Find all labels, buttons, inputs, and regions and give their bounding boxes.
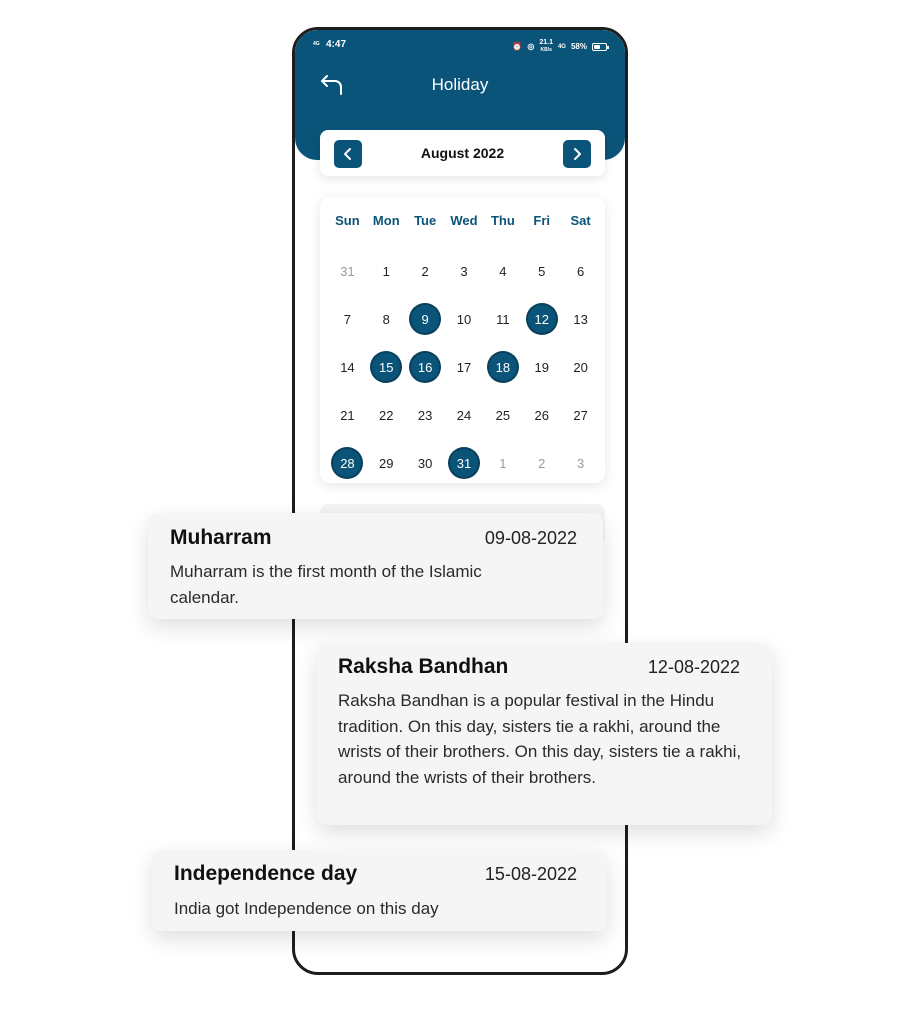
calendar-day-holiday[interactable] <box>483 343 522 391</box>
calendar-day[interactable] <box>483 247 522 295</box>
calendar-day[interactable] <box>483 391 522 439</box>
calendar-day-number: 22 <box>379 407 394 423</box>
calendar-day-number: 4 <box>499 263 507 279</box>
calendar-day[interactable] <box>328 295 367 343</box>
month-label: August 2022 <box>420 145 505 161</box>
calendar-card <box>320 197 605 483</box>
calendar-day-number: 6 <box>576 263 585 279</box>
calendar-day[interactable] <box>367 247 406 295</box>
calendar-day[interactable] <box>561 391 600 439</box>
calendar-day[interactable] <box>367 439 406 487</box>
calendar-day-number: 23 <box>417 407 433 423</box>
week-row <box>328 295 600 343</box>
calendar-day-number: 9 <box>411 305 439 333</box>
calendar-day[interactable] <box>367 391 406 439</box>
calendar-day-number: 2 <box>421 263 429 279</box>
calendar-grid <box>328 247 600 487</box>
status-time: 4:47 <box>326 39 347 50</box>
calendar-day-number: 12 <box>528 305 556 333</box>
calendar-day-outside-month[interactable] <box>522 439 561 487</box>
calendar-day-number: 16 <box>411 353 439 381</box>
calendar-day-number: 21 <box>340 407 355 423</box>
calendar-day-number: 11 <box>496 311 510 327</box>
holiday-card-raksha-bandhan[interactable] <box>317 643 772 825</box>
week-row <box>328 343 600 391</box>
phone-frame <box>292 27 628 975</box>
week-row <box>328 247 600 295</box>
calendar-day[interactable] <box>522 343 561 391</box>
holiday-card-independence-day[interactable] <box>152 850 607 931</box>
weekday-label: Sat <box>570 213 591 228</box>
calendar-day-number: 3 <box>576 455 585 471</box>
battery-percent: 58% <box>570 42 587 51</box>
calendar-day[interactable] <box>328 391 367 439</box>
weekday-label: Thu <box>490 213 515 228</box>
calendar-day-number: 26 <box>534 407 549 423</box>
data-speed <box>539 39 553 54</box>
calendar-day[interactable] <box>406 247 445 295</box>
next-month-button[interactable] <box>563 140 591 168</box>
calendar-day-number: 15 <box>372 353 400 381</box>
calendar-day[interactable] <box>522 391 561 439</box>
calendar-day-number: 31 <box>450 449 478 477</box>
weekday-header <box>328 213 600 228</box>
chevron-right-icon <box>570 147 584 161</box>
data-speed-value: 21.1 <box>539 39 553 46</box>
status-left <box>313 39 346 50</box>
network-indicator-right: 4G <box>557 43 566 50</box>
calendar-day-number: 18 <box>489 353 517 381</box>
calendar-day-number: 29 <box>379 455 394 471</box>
calendar-day-number: 17 <box>456 359 472 375</box>
calendar-day-outside-month[interactable] <box>328 247 367 295</box>
calendar-day-number: 8 <box>382 311 390 327</box>
calendar-day-number: 5 <box>538 263 546 279</box>
calendar-day-holiday[interactable] <box>522 295 561 343</box>
calendar-day[interactable] <box>406 439 445 487</box>
data-speed-unit: KB/s <box>540 47 552 53</box>
holiday-description: Raksha Bandhan is a popular festival in the Hindu tradition. On this day, sisters tie a rakhi, around the wrists of their brothers. On this day, sisters tie a rakhi, around the wrists of their brothers. <box>338 691 742 787</box>
holiday-title: Independence day <box>174 862 358 885</box>
weekday-label: Tue <box>414 213 437 228</box>
hotspot-icon: ◎ <box>527 42 535 51</box>
weekday-label: Mon <box>372 213 400 228</box>
calendar-day[interactable] <box>483 295 522 343</box>
holiday-title: Muharram <box>170 526 272 549</box>
calendar-day-number: 2 <box>538 455 546 471</box>
holiday-date: 15-08-2022 <box>484 864 577 884</box>
calendar-day[interactable] <box>406 391 445 439</box>
holiday-description: Muharram is the first month of the Islamic calendar. <box>170 562 482 607</box>
calendar-day[interactable] <box>445 247 484 295</box>
calendar-day[interactable] <box>522 247 561 295</box>
holiday-date: 12-08-2022 <box>647 657 740 677</box>
battery-icon <box>592 43 607 51</box>
weekday-label: Sun <box>335 213 360 228</box>
calendar-day-holiday[interactable] <box>445 439 484 487</box>
month-selector <box>320 130 605 176</box>
calendar-day[interactable] <box>561 295 600 343</box>
calendar-day[interactable] <box>561 343 600 391</box>
calendar-day[interactable] <box>445 391 484 439</box>
page-title: Holiday <box>431 75 489 94</box>
calendar-day-number: 20 <box>573 359 588 375</box>
week-row <box>328 439 600 487</box>
calendar-day-number: 25 <box>495 407 511 423</box>
calendar-day[interactable] <box>445 295 484 343</box>
calendar-day-number: 1 <box>382 263 390 279</box>
week-row <box>328 391 600 439</box>
calendar-day-number: 28 <box>333 449 361 477</box>
calendar-day-number: 24 <box>456 407 472 423</box>
alarm-icon: ⏰ <box>512 42 523 51</box>
status-bar <box>295 30 625 60</box>
calendar-day-number: 27 <box>573 407 588 423</box>
battery-fill <box>594 45 600 49</box>
calendar-day[interactable] <box>445 343 484 391</box>
holiday-date: 09-08-2022 <box>484 528 577 548</box>
calendar-day-number: 10 <box>456 311 472 327</box>
calendar-day-number: 31 <box>340 263 355 279</box>
calendar-day-holiday[interactable] <box>328 439 367 487</box>
calendar-day-number: 7 <box>343 311 352 327</box>
network-indicator: 4G <box>313 41 320 47</box>
calendar-day-number: 14 <box>340 359 355 375</box>
weekday-label: Wed <box>450 213 478 228</box>
calendar-day[interactable] <box>328 343 367 391</box>
calendar-day-number: 30 <box>417 455 433 471</box>
calendar-day-number: 3 <box>460 263 468 279</box>
calendar-day[interactable] <box>367 295 406 343</box>
holiday-card-muharram[interactable] <box>148 513 603 619</box>
calendar-day-holiday[interactable] <box>406 343 445 391</box>
calendar-day-number: 13 <box>573 311 588 327</box>
calendar-day[interactable] <box>561 247 600 295</box>
holiday-title: Raksha Bandhan <box>338 655 509 678</box>
status-right <box>512 39 607 54</box>
calendar-day-number: 1 <box>499 455 507 471</box>
calendar-day-holiday[interactable] <box>367 343 406 391</box>
weekday-label: Fri <box>533 213 551 228</box>
holiday-description: India got Independence on this day <box>174 899 439 918</box>
calendar-day-holiday[interactable] <box>406 295 445 343</box>
calendar-day-number: 19 <box>534 359 549 375</box>
calendar-day-outside-month[interactable] <box>561 439 600 487</box>
calendar-day-outside-month[interactable] <box>483 439 522 487</box>
